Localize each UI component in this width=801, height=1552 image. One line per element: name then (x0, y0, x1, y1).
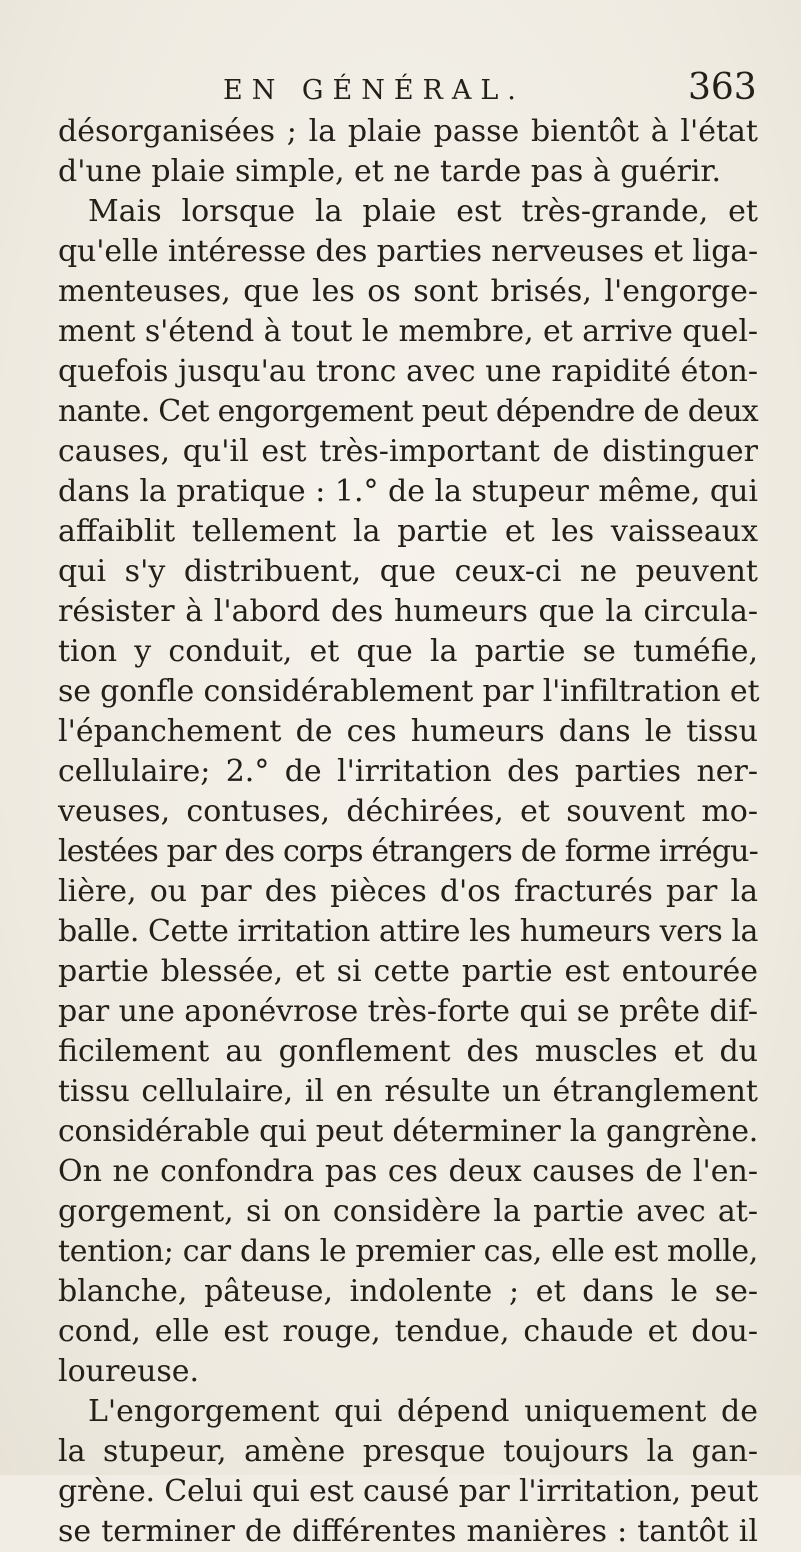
text-line: par une aponévrose très-forte qui se prête dif- (58, 994, 758, 1029)
body-text (58, 112, 758, 1552)
text-line: blanche, pâteuse, indolente ; et dans le se- (58, 1274, 758, 1309)
text-line: balle. Cette irritation attire les humeurs vers la (58, 914, 758, 949)
text-line: menteuses, que les os sont brisés, l'engorge- (58, 274, 758, 309)
text-line: loureuse. (58, 1354, 200, 1389)
text-line: lière, ou par des pièces d'os fracturés par la (58, 874, 758, 909)
text-line: l'épanchement de ces humeurs dans le tissu (58, 714, 758, 749)
text-line: cond, elle est rouge, tendue, chaude et dou- (58, 1314, 758, 1349)
text-line: qui s'y distribuent, que ceux-ci ne peuvent (58, 554, 758, 589)
page-header (0, 60, 801, 110)
text-line: gorgement, si on considère la partie avec at- (58, 1194, 758, 1229)
text-line: grène. Celui qui est causé par l'irritation, peut (58, 1474, 758, 1509)
text-line: tention; car dans le premier cas, elle est molle, (58, 1234, 758, 1269)
text-line: quefois jusqu'au tronc avec une rapidité éton- (58, 354, 758, 389)
text-line: On ne confondra pas ces deux causes de l'en- (58, 1154, 758, 1189)
text-line: Mais lorsque la plaie est très-grande, et (88, 194, 758, 229)
text-line: d'une plaie simple, et ne tarde pas à guérir. (58, 154, 721, 189)
text-line: L'engorgement qui dépend uniquement de (88, 1394, 758, 1429)
text-line: lestées par des corps étrangers de forme irrégu- (58, 834, 759, 869)
text-line: qu'elle intéresse des parties nerveuses et liga- (58, 234, 758, 269)
text-line: désorganisées ; la plaie passe bientôt à l'état (58, 114, 758, 149)
text-line: dans la pratique : 1.° de la stupeur même, qui (58, 474, 758, 509)
text-line: affaiblit tellement la partie et les vaisseaux (58, 514, 758, 549)
text-line: résister à l'abord des humeurs que la circula- (58, 594, 758, 629)
running-head: EN GÉNÉRAL. (223, 75, 525, 106)
text-line: nante. Cet engorgement peut dépendre de deux (58, 394, 758, 429)
text-line: cellulaire; 2.° de l'irritation des parties ner- (58, 754, 758, 789)
page-number: 363 (688, 67, 757, 108)
text-line: se gonfle considérablement par l'infiltration et (58, 674, 760, 709)
text-line: considérable qui peut déterminer la gangrène. (58, 1114, 758, 1149)
text-line: tion y conduit, et que la partie se tuméfie, (58, 634, 758, 669)
text-line: se terminer de différentes manières : tantôt il (58, 1514, 758, 1549)
text-line: la stupeur, amène presque toujours la gan- (58, 1434, 758, 1469)
text-line: ficilement au gonflement des muscles et du (58, 1034, 758, 1069)
text-line: tissu cellulaire, il en résulte un étranglement (58, 1074, 758, 1109)
text-line: ment s'étend à tout le membre, et arrive quel- (58, 314, 758, 349)
text-line: causes, qu'il est très-important de distinguer (58, 434, 758, 469)
text-line: partie blessée, et si cette partie est entourée (58, 954, 758, 989)
text-line: veuses, contuses, déchirées, et souvent mo- (58, 794, 758, 829)
